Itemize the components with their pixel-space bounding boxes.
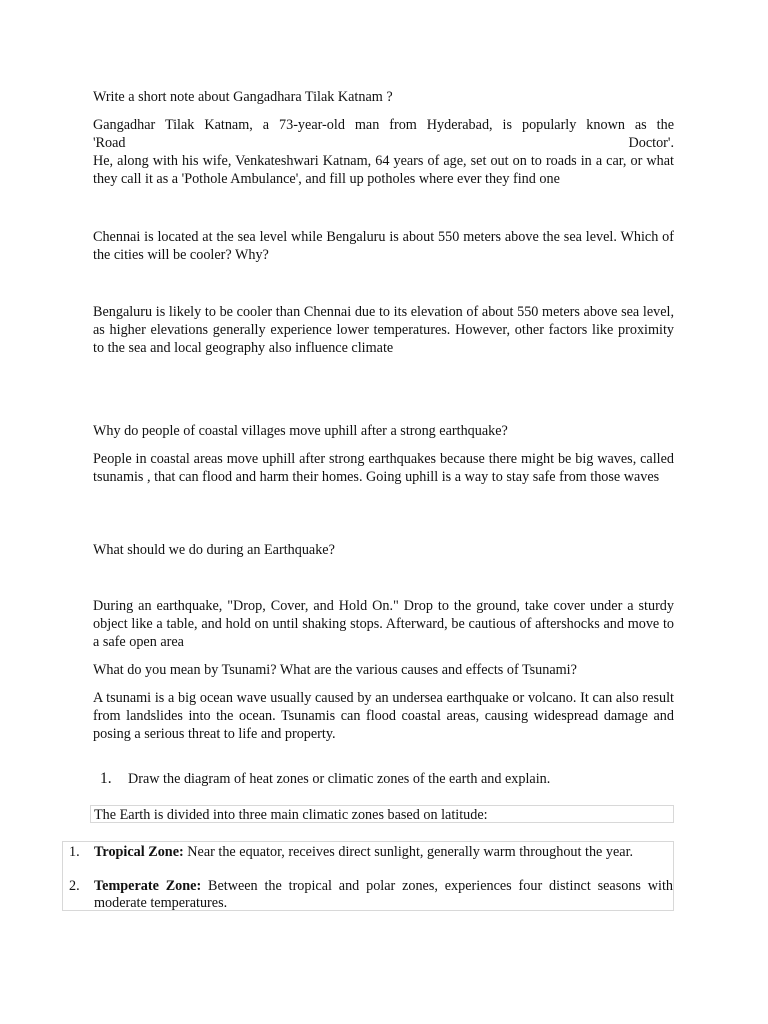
list-item bbox=[69, 878, 673, 912]
question-climatic-zones-text: Draw the diagram of heat zones or climatic zones of the earth and explain. bbox=[128, 771, 551, 787]
answer-tsunami: A tsunami is a big ocean wave usually caused by an undersea earthquake or volcano. It can also result from landslides into the ocean. Tsunamis can flood coastal areas, causing widespread damage and posing a serious threat to life and property. bbox=[93, 690, 674, 742]
list-item-number: 1. bbox=[69, 844, 80, 860]
list-item-text bbox=[94, 844, 673, 861]
answer-gangadhara bbox=[93, 116, 674, 188]
answer-road-word: 'Road bbox=[93, 135, 126, 151]
question-coastal-uphill: Why do people of coastal villages move uphill after a strong earthquake? bbox=[93, 423, 508, 439]
answer-earthquake: During an earthquake, "Drop, Cover, and Hold On." Drop to the ground, take cover under a sturdy object like a table, and hold on until shaking stops. Afterward, be cautious of aftershocks and move to a safe open area bbox=[93, 598, 674, 650]
list-item bbox=[69, 844, 673, 861]
question-tsunami: What do you mean by Tsunami? What are the various causes and effects of Tsunami? bbox=[93, 662, 577, 678]
question-chennai-bengaluru: Chennai is located at the sea level while Bengaluru is about 550 meters above the sea level. Which of the cities will be cooler? Why? bbox=[93, 229, 674, 263]
answer-gangadhara-rest: He, along with his wife, Venkateshwari Katnam, 64 years of age, set out on to roads in a car, or what they call it as a 'Pothole Ambulance', and fill up potholes where ever they find one bbox=[93, 153, 674, 187]
answer-coastal-uphill: People in coastal areas move uphill after strong earthquakes because there might be big waves, called tsunamis , that can flood and harm their homes. Going uphill is a way to stay safe from those waves bbox=[93, 451, 674, 485]
climatic-zones-intro: The Earth is divided into three main climatic zones based on latitude: bbox=[90, 805, 674, 823]
answer-gangadhara-road-doctor bbox=[93, 134, 674, 152]
list-item-text bbox=[94, 878, 673, 912]
zone-name: Temperate Zone: bbox=[94, 878, 202, 894]
zone-description: Near the equator, receives direct sunlight, generally warm throughout the year. bbox=[187, 844, 634, 860]
answer-chennai-bengaluru: Bengaluru is likely to be cooler than Chennai due to its elevation of about 550 meters above sea level, as higher elevations generally experience lower temperatures. However, other factors like proximity to the sea and local geography also influence climate bbox=[93, 304, 674, 356]
zone-description: Between the tropical and polar zones, experiences four distinct seasons with moderate temperatures. bbox=[94, 878, 673, 911]
question-number: 1. bbox=[100, 770, 112, 787]
question-earthquake: What should we do during an Earthquake? bbox=[93, 542, 335, 558]
climatic-zones-list bbox=[62, 841, 674, 911]
question-gangadhara: Write a short note about Gangadhara Tilak Katnam ? bbox=[93, 89, 393, 105]
answer-doctor-word: Doctor'. bbox=[628, 135, 674, 151]
list-item-number: 2. bbox=[69, 878, 80, 894]
answer-gangadhara-line1: Gangadhar Tilak Katnam, a 73-year-old man from Hyderabad, is popularly known as the bbox=[93, 117, 674, 133]
question-climatic-zones bbox=[100, 770, 674, 788]
zone-name: Tropical Zone: bbox=[94, 844, 184, 860]
